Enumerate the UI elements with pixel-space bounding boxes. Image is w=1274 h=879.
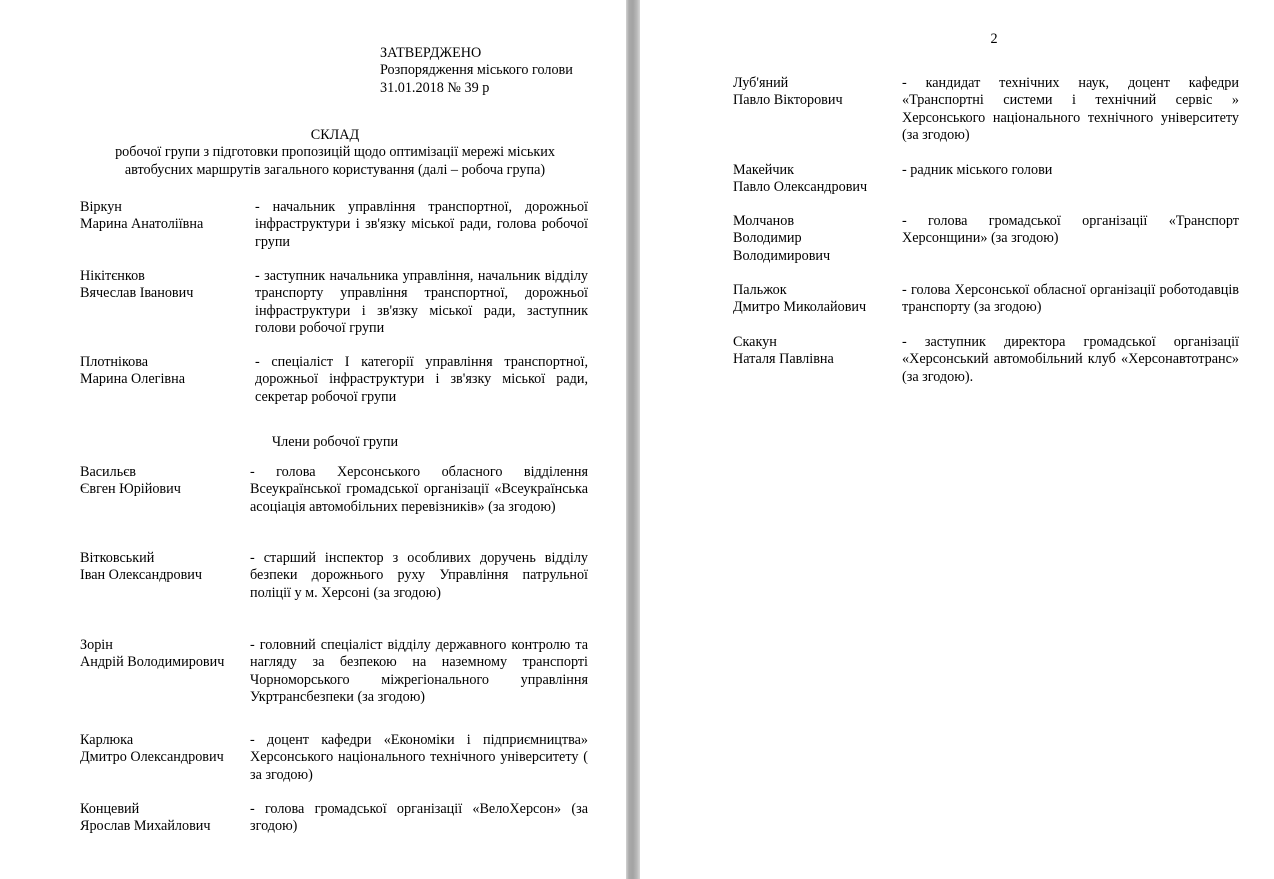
- members-heading: Члени робочої групи: [271, 434, 399, 450]
- document-page-1: [0, 0, 626, 879]
- member-surname: Молчанов: [733, 213, 795, 229]
- member-given-names: Володимир Володимирович: [733, 230, 831, 264]
- member-surname: Пальжок: [733, 282, 787, 298]
- member-given-names: Павло Вікторович: [733, 92, 843, 109]
- member-name: [80, 732, 224, 767]
- member-name: [80, 354, 185, 389]
- member-given-names: Марина Олегівна: [80, 371, 186, 388]
- member-surname: Луб'яний: [733, 75, 789, 91]
- member-position: - заступник директора громадської організації «Херсонський автомобільний клуб «Херсонавтотранс» (за згодою).: [902, 334, 1239, 385]
- member-position: - спеціаліст І категорії управління транспортної, дорожньої інфраструктури і зв'язку міської ради, секретар робочої групи: [255, 354, 588, 405]
- member-surname: Карлюка: [80, 732, 134, 748]
- member-surname: Макейчик: [733, 162, 794, 178]
- member-surname: Зорін: [80, 637, 113, 653]
- member-position: - радник міського голови: [902, 162, 1053, 178]
- document-heading: [80, 127, 590, 179]
- member-given-names: Євген Юрійович: [80, 481, 181, 498]
- member-name: [80, 637, 224, 672]
- member-given-names: Марина Анатоліївна: [80, 216, 204, 233]
- document-title: СКЛАД: [310, 127, 360, 143]
- member-name: [80, 268, 193, 303]
- member-name: [733, 162, 867, 197]
- member-position: - доцент кафедри «Економіки і підприємництва» Херсонського національного технічного університету ( за згодою): [250, 732, 588, 783]
- member-given-names: Вячеслав Іванович: [80, 285, 194, 302]
- member-position: - голова Херсонського обласного відділення Всеукраїнської громадської організації «Всеукраїнська асоціація автомобільних перевізників» (за згодою): [250, 464, 588, 515]
- member-name: [80, 550, 202, 585]
- document-subtitle: робочої групи з підготовки пропозицій щодо оптимізації мережі міських автобусних маршрутів загального користування (далі – робоча група): [115, 144, 555, 178]
- approval-order: Розпорядження міського голови: [380, 62, 573, 79]
- member-given-names: Ярослав Михайлович: [80, 818, 211, 835]
- approval-date: 31.01.2018 № 39 р: [380, 79, 490, 96]
- member-surname: Васильєв: [80, 464, 136, 480]
- member-position: - старший інспектор з особливих доручень відділу безпеки дорожнього руху Управління патрульної поліції у м. Херсоні (за згодою): [250, 550, 588, 601]
- member-name: [80, 464, 181, 499]
- member-position: - заступник начальника управління, начальник відділу транспорту управління транспортної, дорожньої інфраструктури і зв'язку міської ради, заступник голови робочої групи: [255, 268, 588, 336]
- member-position: - голова Херсонської обласної організації роботодавців транспорту (за згодою): [902, 282, 1239, 316]
- page-separator: [626, 0, 640, 879]
- member-surname: Скакун: [733, 334, 777, 350]
- member-name: [733, 282, 866, 317]
- document-page-2: [640, 0, 1274, 879]
- member-given-names: Павло Олександрович: [733, 179, 868, 196]
- member-given-names: Іван Олександрович: [80, 567, 203, 584]
- member-given-names: Дмитро Олександрович: [80, 749, 224, 766]
- member-name: [80, 199, 203, 234]
- member-name: [733, 213, 883, 265]
- approval-title: ЗАТВЕРДЖЕНО: [380, 45, 482, 61]
- member-surname: Вітковський: [80, 550, 155, 566]
- member-surname: Нікітєнков: [80, 268, 145, 284]
- member-name: [733, 75, 843, 110]
- member-name: [80, 801, 211, 836]
- member-surname: Віркун: [80, 199, 122, 215]
- member-position: - начальник управління транспортної, дорожньої інфраструктури і зв'язку міської ради, голова робочої групи: [255, 199, 588, 250]
- member-position: - голова громадської організації «Транспорт Херсонщини» (за згодою): [902, 213, 1239, 247]
- member-given-names: Наталя Павлівна: [733, 351, 834, 368]
- member-given-names: Дмитро Миколайович: [733, 299, 867, 316]
- member-position: - кандидат технічних наук, доцент кафедри «Транспортні системи і технічний сервіс » Херсонського національного технічного університету (за згодою): [902, 75, 1239, 143]
- page-number: 2: [990, 31, 998, 47]
- member-surname: Концевий: [80, 801, 140, 817]
- member-position: - голова громадської організації «ВелоХерсон» (за згодою): [250, 801, 588, 835]
- member-position: - головний спеціаліст відділу державного контролю та нагляду за безпекою на наземному транспорті Чорноморського міжрегіонального управління Укртрансбезпеки (за згодою): [250, 637, 588, 705]
- member-surname: Плотнікова: [80, 354, 149, 370]
- member-given-names: Андрій Володимирович: [80, 654, 225, 671]
- approval-stamp: [380, 45, 620, 97]
- member-name: [733, 334, 834, 369]
